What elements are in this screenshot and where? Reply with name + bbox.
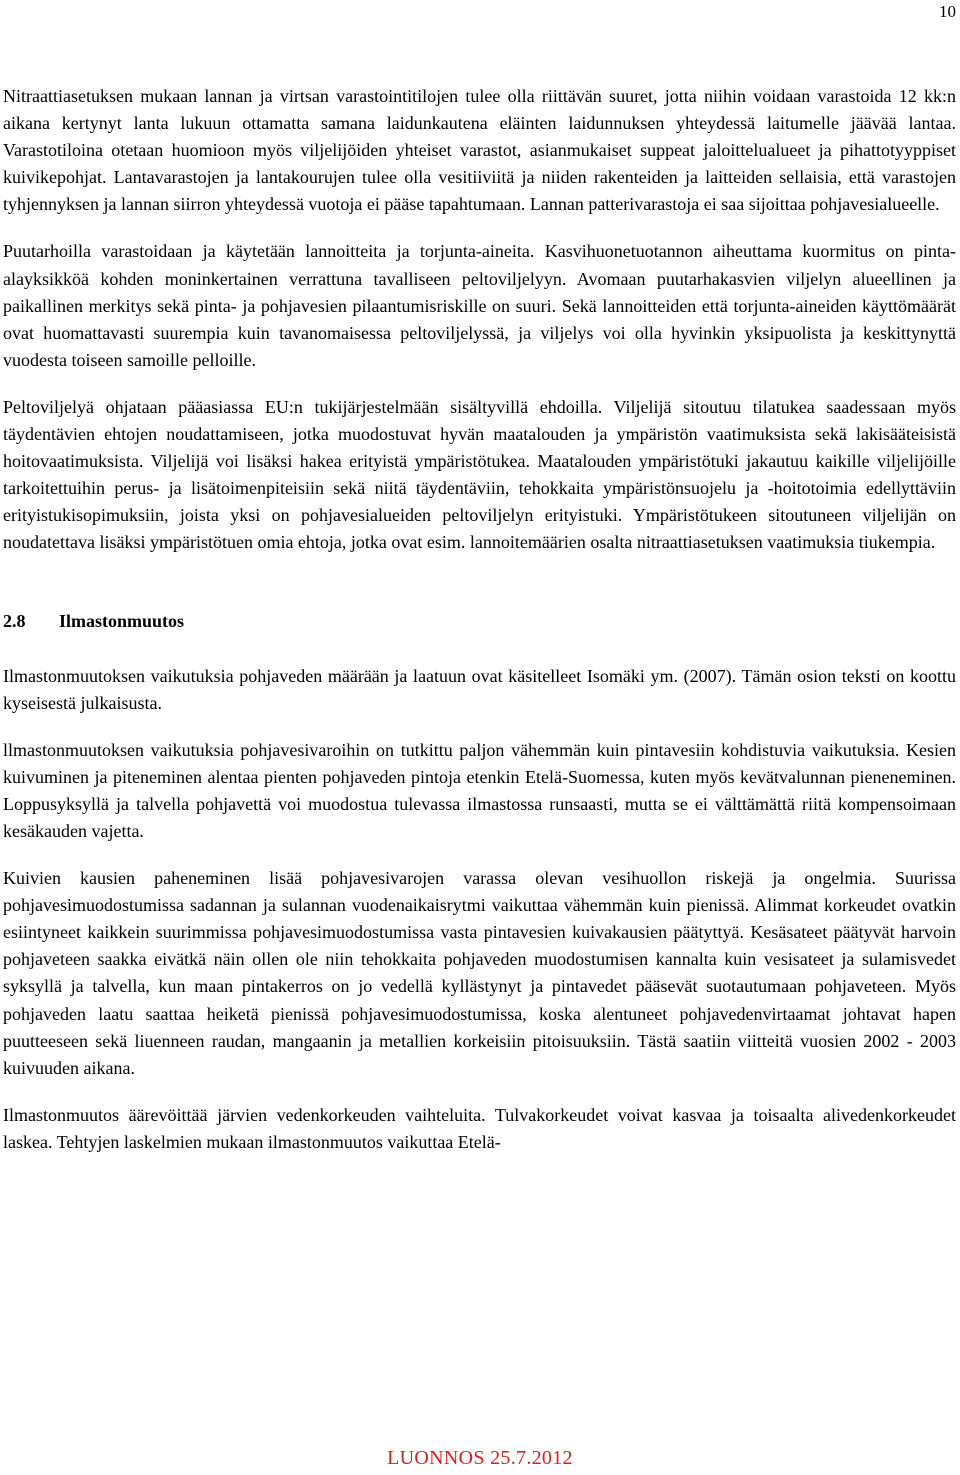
section-title: Ilmastonmuutos [59, 610, 185, 631]
section-heading [3, 608, 956, 635]
paragraph-manure-storage: Nitraattiasetuksen mukaan lannan ja virtsan varastointitilojen tulee olla riittävän suuret, jotta niihin voidaan varastoida 12 kk:n aikana kertynyt lanta lukuun ottamatta samana laidunkautena eläinten laidunnuksen yhteydessä laitumelle jäävää lantaa. Varastotiloina otetaan huomioon myös viljelijöiden yhteiset varastot, asianmukaiset suppeat jaloittelualueet ja pihattotyyppiset kuivikepohjat. Lantavarastojen ja lantakourujen tulee olla vesitiiviitä ja niiden rakenteiden ja laitteiden sellaisia, että varastojen tyhjennyksen ja lannan siirron yhteydessä vuotoja ei pääse tapahtumaan. Lannan patterivarastoja ei saa sijoittaa pohjavesialueelle. [3, 86, 956, 215]
paragraph-dry-periods: Kuivien kausien paheneminen lisää pohjavesivarojen varassa olevan vesihuollon riskejä ja ongelmia. Suurissa pohjavesimuodostumissa sadannan ja sulannan vuodenaikaisrytmi vaikuttaa vähemmän kuin pienissä. Alimmat korkeudet ovatkin esiintyneet kaikkein suurimmissa pohjavesimuodostumissa vasta pintavesien kuivakausien päätyttyä. Kesäsateet päätyvät harvoin pohjaveteen saakka eivätkä näin ollen ole niin tehokkaita pohjaveden muodostumisen kannalta kuin vesisateet ja sulamisvedet syksyllä ja talvella, kun maan pintakerros on jo vedellä kyllästynyt ja pintavedet pääsevät suotautumaan pohjaveteen. Myös pohjaveden laatu saattaa heiketä pienissä pohjavesimuodostumissa, koska alentuneet pohjavedenvirtaamat johtavat hapen puutteeseen sekä liuenneen raudan, mangaanin ja metallien korkeisiin pitoisuuksiin. Tästä saatiin viitteitä vuosien 2002 - 2003 kuivuuden aikana. [3, 868, 956, 1078]
paragraph-climate-intro: Ilmastonmuutoksen vaikutuksia pohjaveden määrään ja laatuun ovat käsitelleet Isomäki ym. (2007). Tämän osion teksti on koottu kyseisestä julkaisusta. [3, 665, 956, 713]
draft-footer: LUONNOS 25.7.2012 [387, 1447, 573, 1469]
paragraph-field-cultivation: Peltoviljelyä ohjataan pääasiassa EU:n tukijärjestelmään sisältyvillä ehdoilla. Viljelijä sitoutuu tilatukea saadessaan myös täydentävien ehtojen noudattamiseen, jotka muodostuvat hyvän maatalouden ja ympäristön vaatimuksista sekä lakisääteisistä hoitovaatimuksista. Viljelijä voi lisäksi hakea erityistä ympäristötukea. Maatalouden ympäristötuki jakautuu kaikille viljelijöille tarkoitettuihin perus- ja lisätoimenpiteisiin sekä niitä täydentäviin, tehokkaita ympäristönsuojelu ja -hoitotoimia edellyttäviin erityistukisopimuksiin, joista yksi on pohjavesialueiden peltoviljelyn erityistuki. Ympäristötukeen sitoutuneen viljelijän on noudatettava lisäksi ympäristötuen omia ehtoja, jotka ovat esim. lannoitemäärien osalta nitraattiasetuksen vaatimuksia tiukempia. [3, 396, 956, 553]
paragraph-groundwater-resources: llmastonmuutoksen vaikutuksia pohjavesivaroihin on tutkittu paljon vähemmän kuin pintavesiin kohdistuvia vaikutuksia. Kesien kuivuminen ja piteneminen alentaa pienten pohjaveden pintoja etenkin Etelä-Suomessa, kuten myös kevätvalunnan pieneneminen. Loppusyksyllä ja talvella pohjavettä voi muodostua tulevassa ilmastossa runsaasti, mutta se ei välttämättä riitä kompensoimaan kesäkauden vajetta. [3, 739, 956, 841]
page-number: 10 [939, 2, 956, 21]
paragraph-horticulture: Puutarhoilla varastoidaan ja käytetään lannoitteita ja torjunta-aineita. Kasvihuonetuotannon aiheuttama kuormitus on pinta-alayksikköä kohden moninkertainen verrattuna tavalliseen peltoviljelyyn. Avomaan puutarhakasvien viljelyn alueellinen ja paikallinen merkitys sekä pinta- ja pohjavesien pilaantumisriskille on suuri. Sekä lannoitteiden että torjunta-aineiden käyttömäärät ovat huomattavasti suurempia kuin tavanomaisessa peltoviljelyssä, ja viljelys voi olla hyvinkin yksipuolista ja keskittynyttä vuodesta toiseen samoille pelloille. [3, 241, 956, 370]
paragraph-lake-levels: Ilmastonmuutos äärevöittää järvien vedenkorkeuden vaihteluita. Tulvakorkeudet voivat kasvaa ja toisaalta alivedenkorkeudet laskea. Tehtyjen laskelmien mukaan ilmastonmuutos vaikuttaa Etelä- [3, 1104, 956, 1152]
document-body [3, 83, 956, 1156]
section-number: 2.8 [3, 610, 26, 631]
